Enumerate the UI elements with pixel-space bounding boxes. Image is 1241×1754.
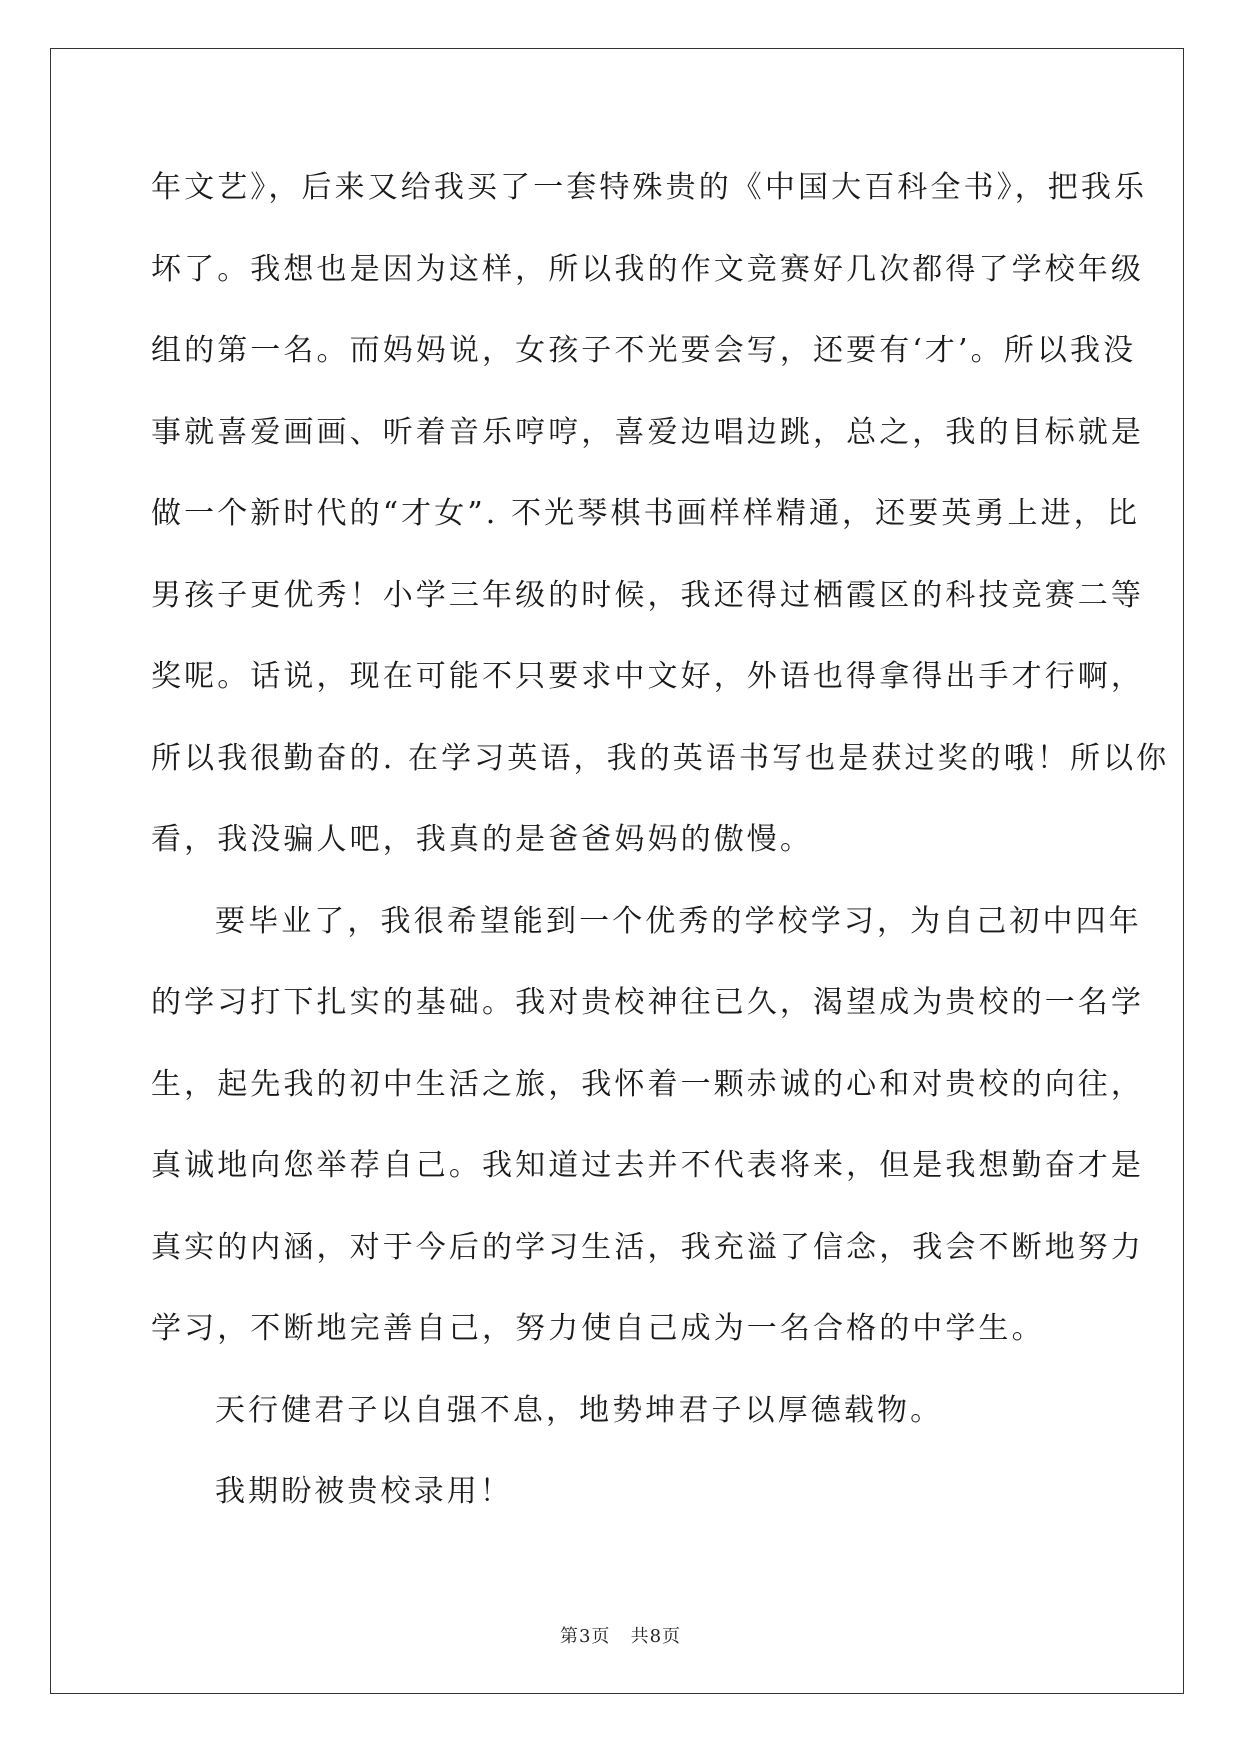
document-body <box>151 160 1170 1546</box>
text-line: 年文艺》，后来又给我买了一套特殊贵的《中国大百科全书》，把我乐 <box>151 170 1148 205</box>
text-line: 做一个新时代的“才女”. 不光琴棋书画样样精通，还要英勇上进，比 <box>151 496 1140 531</box>
text-line: 坏了。我想也是因为这样，所以我的作文竞赛好几次都得了学校年级 <box>151 251 1144 287</box>
page-total: 共8页 <box>630 1626 682 1647</box>
text-line: 奖呢。话说，现在可能不只要求中文好，外语也得拿得出手才行啊， <box>151 659 1144 694</box>
text-line: 组的第一名。而妈妈说，女孩子不光要会写，还要有‘才’。所以我没 <box>151 333 1137 368</box>
text-line: 事就喜爱画画、听着音乐哼哼，喜爱边唱边跳，总之，我的目标就是 <box>151 414 1144 450</box>
paragraph-start-line: 我期盼被贵校录用！ <box>215 1474 513 1509</box>
text-line: 的学习打下扎实的基础。我对贵校神往已久，渴望成为贵校的一名学 <box>151 985 1144 1020</box>
page-number: 第3页 <box>559 1626 611 1647</box>
page-footer <box>0 1622 1241 1648</box>
text-line: 所以我很勤奋的. 在学习英语，我的英语书写也是获过奖的哦！所以你 <box>151 740 1170 776</box>
text-line: 学习，不断地完善自己，努力使自己成为一名合格的中学生。 <box>151 1311 1045 1346</box>
text-line: 看，我没骗人吧，我真的是爸爸妈妈的傲慢。 <box>151 822 813 857</box>
text-line: 真诚地向您举荐自己。我知道过去并不代表将来，但是我想勤奋才是 <box>151 1148 1144 1183</box>
paragraph-start-line: 天行健君子以自强不息，地势坤君子以厚德载物。 <box>215 1392 944 1428</box>
text-line: 男孩子更优秀！小学三年级的时候，我还得过栖霞区的科技竞赛二等 <box>151 577 1144 613</box>
footer-spacer <box>610 1626 630 1647</box>
text-line: 生，起先我的初中生活之旅，我怀着一颗赤诚的心和对贵校的向往， <box>151 1066 1144 1102</box>
text-line: 真实的内涵，对于今后的学习生活，我充溢了信念，我会不断地努力 <box>151 1229 1144 1265</box>
paragraph-start-line: 要毕业了，我很希望能到一个优秀的学校学习，为自己初中四年 <box>215 903 1142 939</box>
